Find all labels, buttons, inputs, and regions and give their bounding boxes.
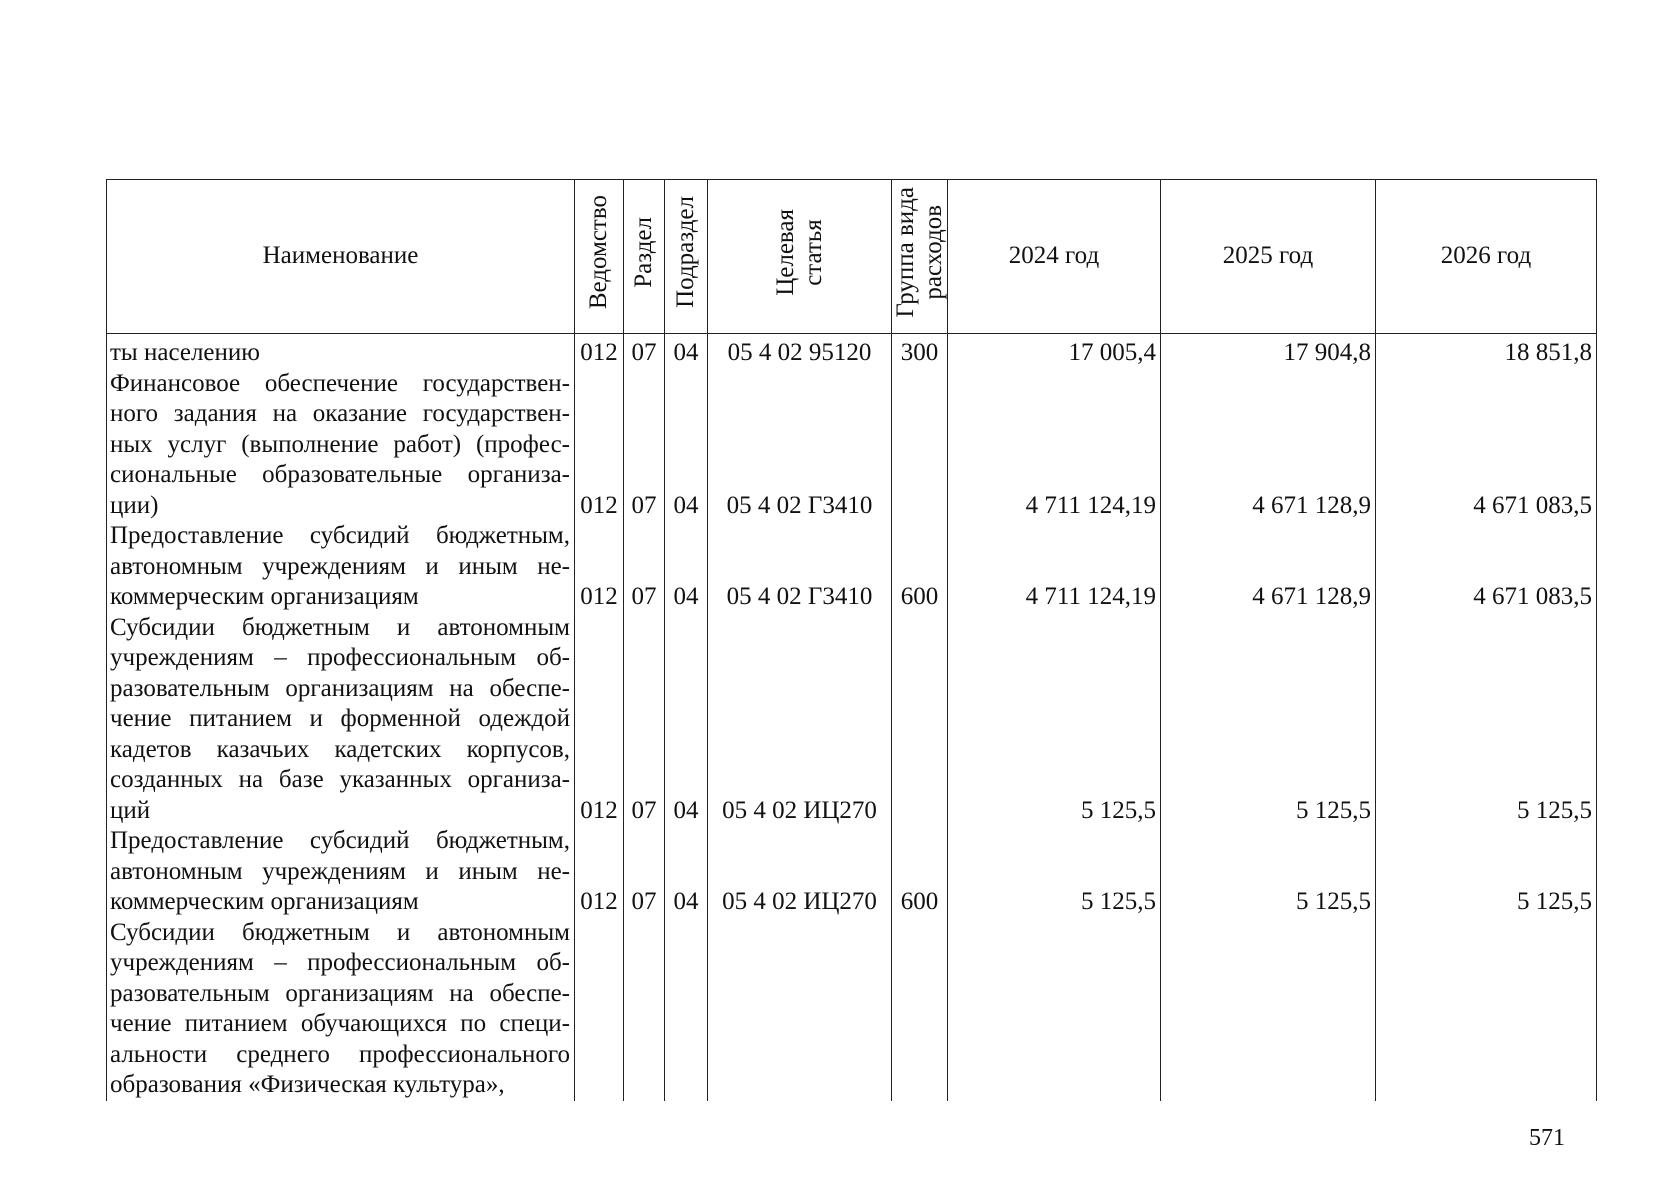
header-razdel [624,180,665,334]
header-tselevaya-statya-line1: Целевая [771,208,799,296]
header-gruppa [892,180,948,334]
header-tselevaya-statya-label [772,209,828,296]
header-name-label: Наименование [262,242,419,270]
row-2025-cell: 4 671 128,9 [1161,521,1376,613]
row-vedomstvo-cell [575,918,624,1101]
row-razdel-cell: 07 [624,521,665,613]
header-tselevaya-statya [708,180,892,334]
header-year-2024-label: 2024 год [1008,242,1100,270]
row-gruppa-cell [892,369,948,522]
table-row [107,613,1597,827]
row-podrazdel-cell: 04 [665,826,708,918]
row-tselevaya-statya-cell: 05 4 02 Г3410 [708,369,892,522]
row-podrazdel-cell: 04 [665,369,708,522]
row-gruppa-cell [892,613,948,827]
header-tselevaya-statya-line2: статья [799,218,827,286]
row-tselevaya-statya-cell [708,918,892,1101]
row-2025-cell: 5 125,5 [1161,826,1376,918]
budget-table [106,179,1597,1101]
header-year-2026-label: 2026 год [1440,242,1532,270]
row-2026-cell: 4 671 083,5 [1376,521,1597,613]
row-name-cell: Субсидии бюджетным и автономным учреждениям – профессиональным об-разовательным организациям на обеспе-чение питанием и форменной одеждой кадетов казачьих кадетских корпусов, созданных на базе указанных организа-ций [107,613,575,827]
row-vedomstvo-cell: 012 [575,826,624,918]
row-2026-cell: 5 125,5 [1376,826,1597,918]
row-vedomstvo-cell: 012 [575,334,624,369]
row-2024-cell: 17 005,4 [948,334,1161,369]
row-gruppa-cell: 300 [892,334,948,369]
row-2026-cell: 4 671 083,5 [1376,369,1597,522]
row-gruppa-cell: 600 [892,521,948,613]
header-year-2024 [948,180,1161,334]
row-tselevaya-statya-cell: 05 4 02 ИЦ270 [708,613,892,827]
row-tselevaya-statya-cell: 05 4 02 Г3410 [708,521,892,613]
table-row [107,369,1597,522]
table-row [107,918,1597,1101]
row-tselevaya-statya-cell: 05 4 02 95120 [708,334,892,369]
row-gruppa-cell: 600 [892,826,948,918]
row-tselevaya-statya-cell: 05 4 02 ИЦ270 [708,826,892,918]
header-year-2025 [1161,180,1376,334]
row-2025-cell: 4 671 128,9 [1161,369,1376,522]
row-2024-cell [948,918,1161,1101]
row-name-cell: Субсидии бюджетным и автономным учреждениям – профессиональным об-разовательным организациям на обеспе-чение питанием обучающихся по специ-альности среднего профессионального образования «Физическая культура», [107,918,575,1101]
row-podrazdel-cell: 04 [665,334,708,369]
page-number: 571 [1529,1125,1565,1151]
row-2025-cell: 5 125,5 [1161,613,1376,827]
row-2024-cell: 5 125,5 [948,613,1161,827]
header-podrazdel [665,180,708,334]
row-razdel-cell: 07 [624,334,665,369]
row-2025-cell: 17 904,8 [1161,334,1376,369]
row-2026-cell: 18 851,8 [1376,334,1597,369]
header-gruppa-line2: расходов [920,204,947,300]
header-vedomstvo-label: Ведомство [585,195,612,310]
header-year-2025-label: 2025 год [1222,242,1314,270]
row-vedomstvo-cell: 012 [575,521,624,613]
row-2024-cell: 4 711 124,19 [948,369,1161,522]
row-2024-cell: 4 711 124,19 [948,521,1161,613]
row-razdel-cell: 07 [624,613,665,827]
row-podrazdel-cell [665,918,708,1101]
row-2024-cell: 5 125,5 [948,826,1161,918]
header-vedomstvo [575,180,624,334]
table-row [107,521,1597,613]
row-vedomstvo-cell: 012 [575,613,624,827]
header-razdel-label: Раздел [630,216,657,288]
row-razdel-cell: 07 [624,369,665,522]
row-razdel-cell [624,918,665,1101]
table-row [107,334,1597,369]
row-2025-cell [1161,918,1376,1101]
row-name-cell: Финансовое обеспечение государствен-ного задания на оказание государствен-ных услуг (выполнение работ) (профес-сиональные образовательные организа-ции) [107,369,575,522]
header-year-2026 [1376,180,1597,334]
row-name-cell: Предоставление субсидий бюджетным, автономным учреждениям и иным не-коммерческим организациям [107,521,575,613]
header-podrazdel-label: Подраздел [672,196,699,309]
row-2026-cell [1376,918,1597,1101]
row-podrazdel-cell: 04 [665,613,708,827]
header-gruppa-line1: Группа вида [892,186,919,318]
row-name-cell: Предоставление субсидий бюджетным, автономным учреждениям и иным не-коммерческим организациям [107,826,575,918]
row-podrazdel-cell: 04 [665,521,708,613]
budget-table-container [106,179,1596,1109]
row-vedomstvo-cell: 012 [575,369,624,522]
row-gruppa-cell [892,918,948,1101]
table-row [107,826,1597,918]
table-header-row [107,180,1597,334]
row-name-cell: ты населению [107,334,575,369]
row-razdel-cell: 07 [624,826,665,918]
row-2026-cell: 5 125,5 [1376,613,1597,827]
header-gruppa-label [892,187,948,318]
header-name [107,180,575,334]
